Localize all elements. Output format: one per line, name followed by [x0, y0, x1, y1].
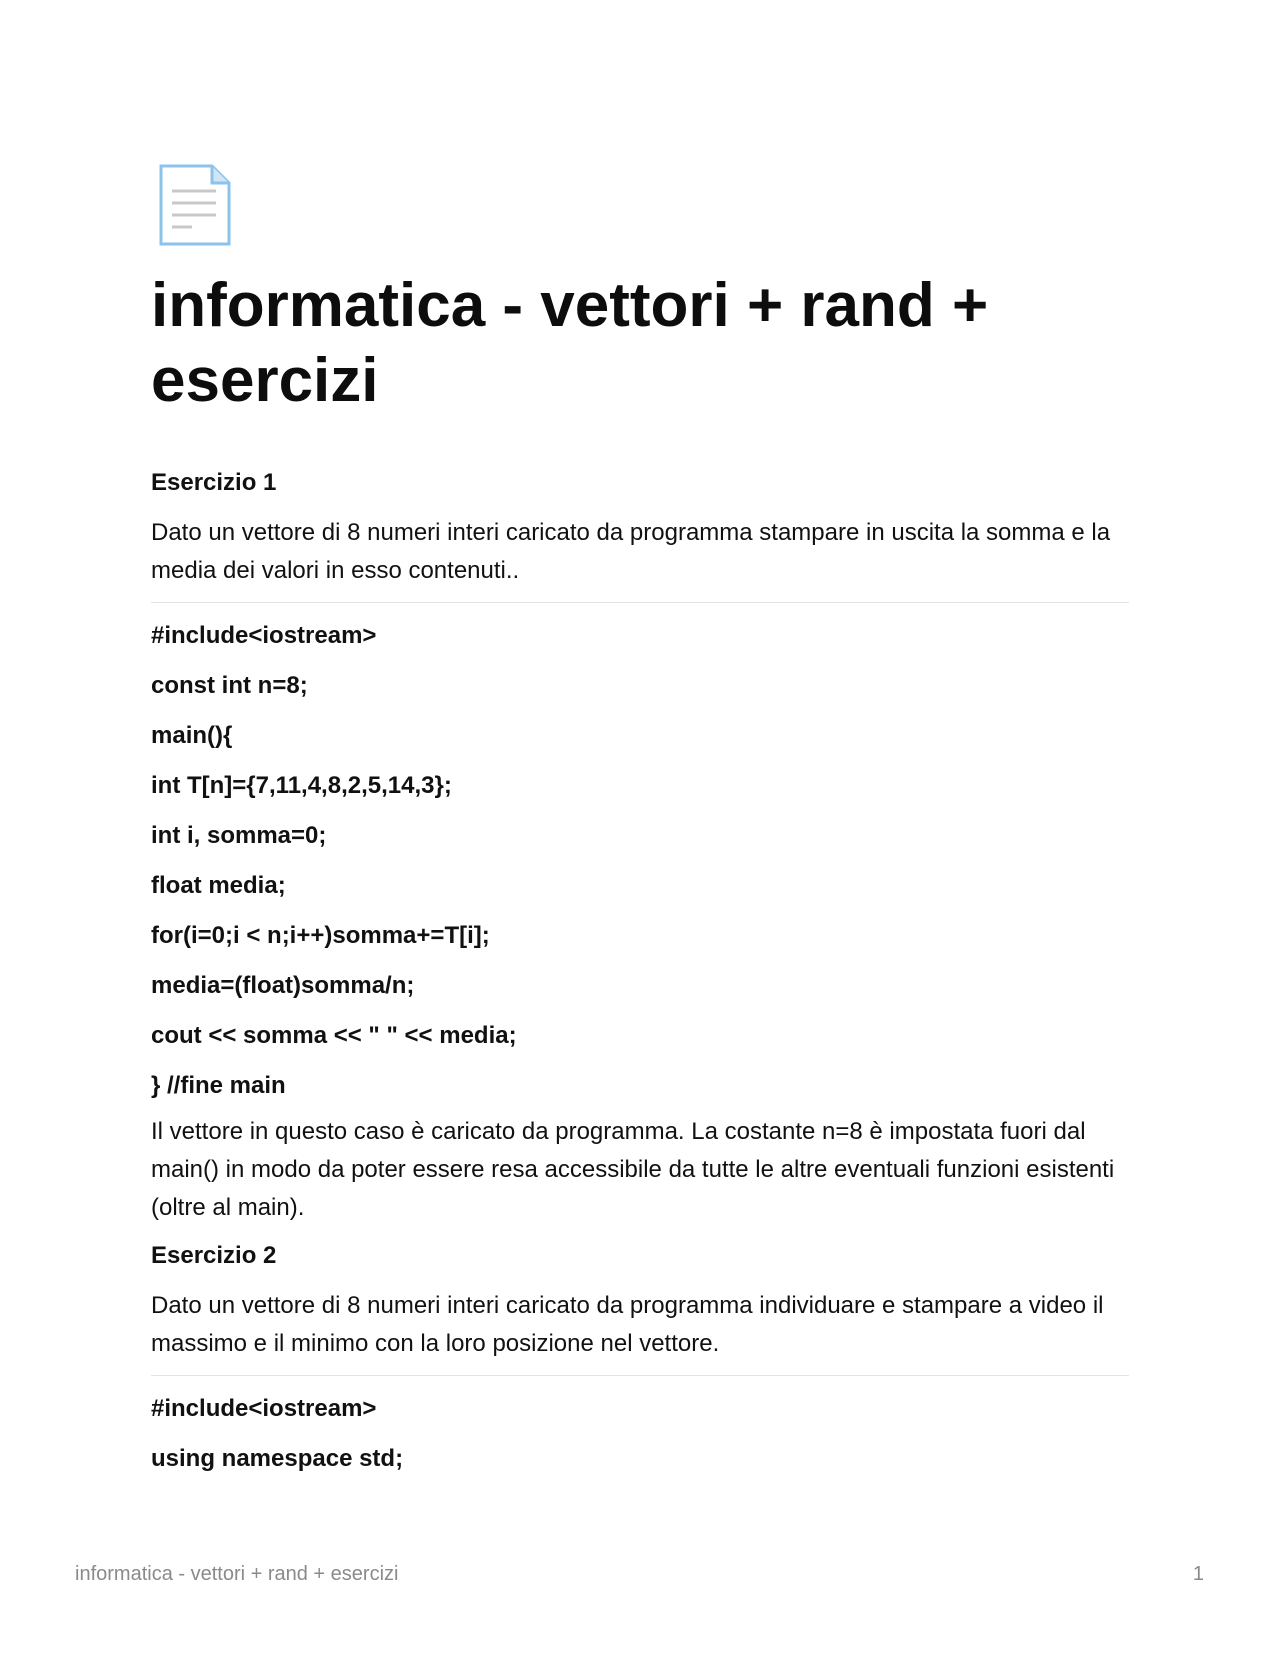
exercise-2-heading: Esercizio 2	[151, 1242, 277, 1269]
code-line: main(){	[151, 722, 233, 749]
code-line: for(i=0;i < n;i++)somma+=T[i];	[151, 922, 490, 949]
page-number: 1	[1192, 1563, 1204, 1585]
code-line: int i, somma=0;	[151, 822, 327, 849]
code-line: cout << somma << " " << media;	[151, 1022, 517, 1049]
exercise-1-description: Dato un vettore di 8 numeri interi caricato da programma stampare in uscita la somma e la media dei valori in esso contenuti..	[151, 519, 1111, 584]
code-line: float media;	[151, 872, 286, 899]
code-line: media=(float)somma/n;	[151, 972, 415, 999]
code-line: int T[n]={7,11,4,8,2,5,14,3};	[151, 772, 452, 799]
code-line: } //fine main	[151, 1072, 286, 1099]
exercise-1-code	[151, 619, 1129, 1103]
exercise-2-description: Dato un vettore di 8 numeri interi caricato da programma individuare e stampare a video il massimo e il minimo con la loro posizione nel vettore.	[151, 1292, 1104, 1357]
divider	[151, 602, 1129, 603]
exercise-1	[151, 466, 1129, 1227]
document-body	[151, 268, 1129, 1476]
code-line: #include<iostream>	[151, 1395, 377, 1422]
exercise-1-note: Il vettore in questo caso è caricato da programma. La costante n=8 è impostata fuori dal main() in modo da poter essere resa accessibile da tutte le altre eventuali funzioni esistenti (oltre al main).	[151, 1118, 1115, 1221]
exercise-2-code	[151, 1392, 1129, 1476]
footer-title: informatica - vettori + rand + esercizi	[75, 1563, 399, 1585]
exercise-2	[151, 1239, 1129, 1476]
exercise-1-heading: Esercizio 1	[151, 469, 277, 496]
document-icon	[158, 163, 232, 247]
divider	[151, 1375, 1129, 1376]
code-line: const int n=8;	[151, 672, 308, 699]
code-line: #include<iostream>	[151, 622, 377, 649]
page-title: informatica - vettori + rand + esercizi	[151, 271, 989, 415]
code-line: using namespace std;	[151, 1445, 404, 1472]
